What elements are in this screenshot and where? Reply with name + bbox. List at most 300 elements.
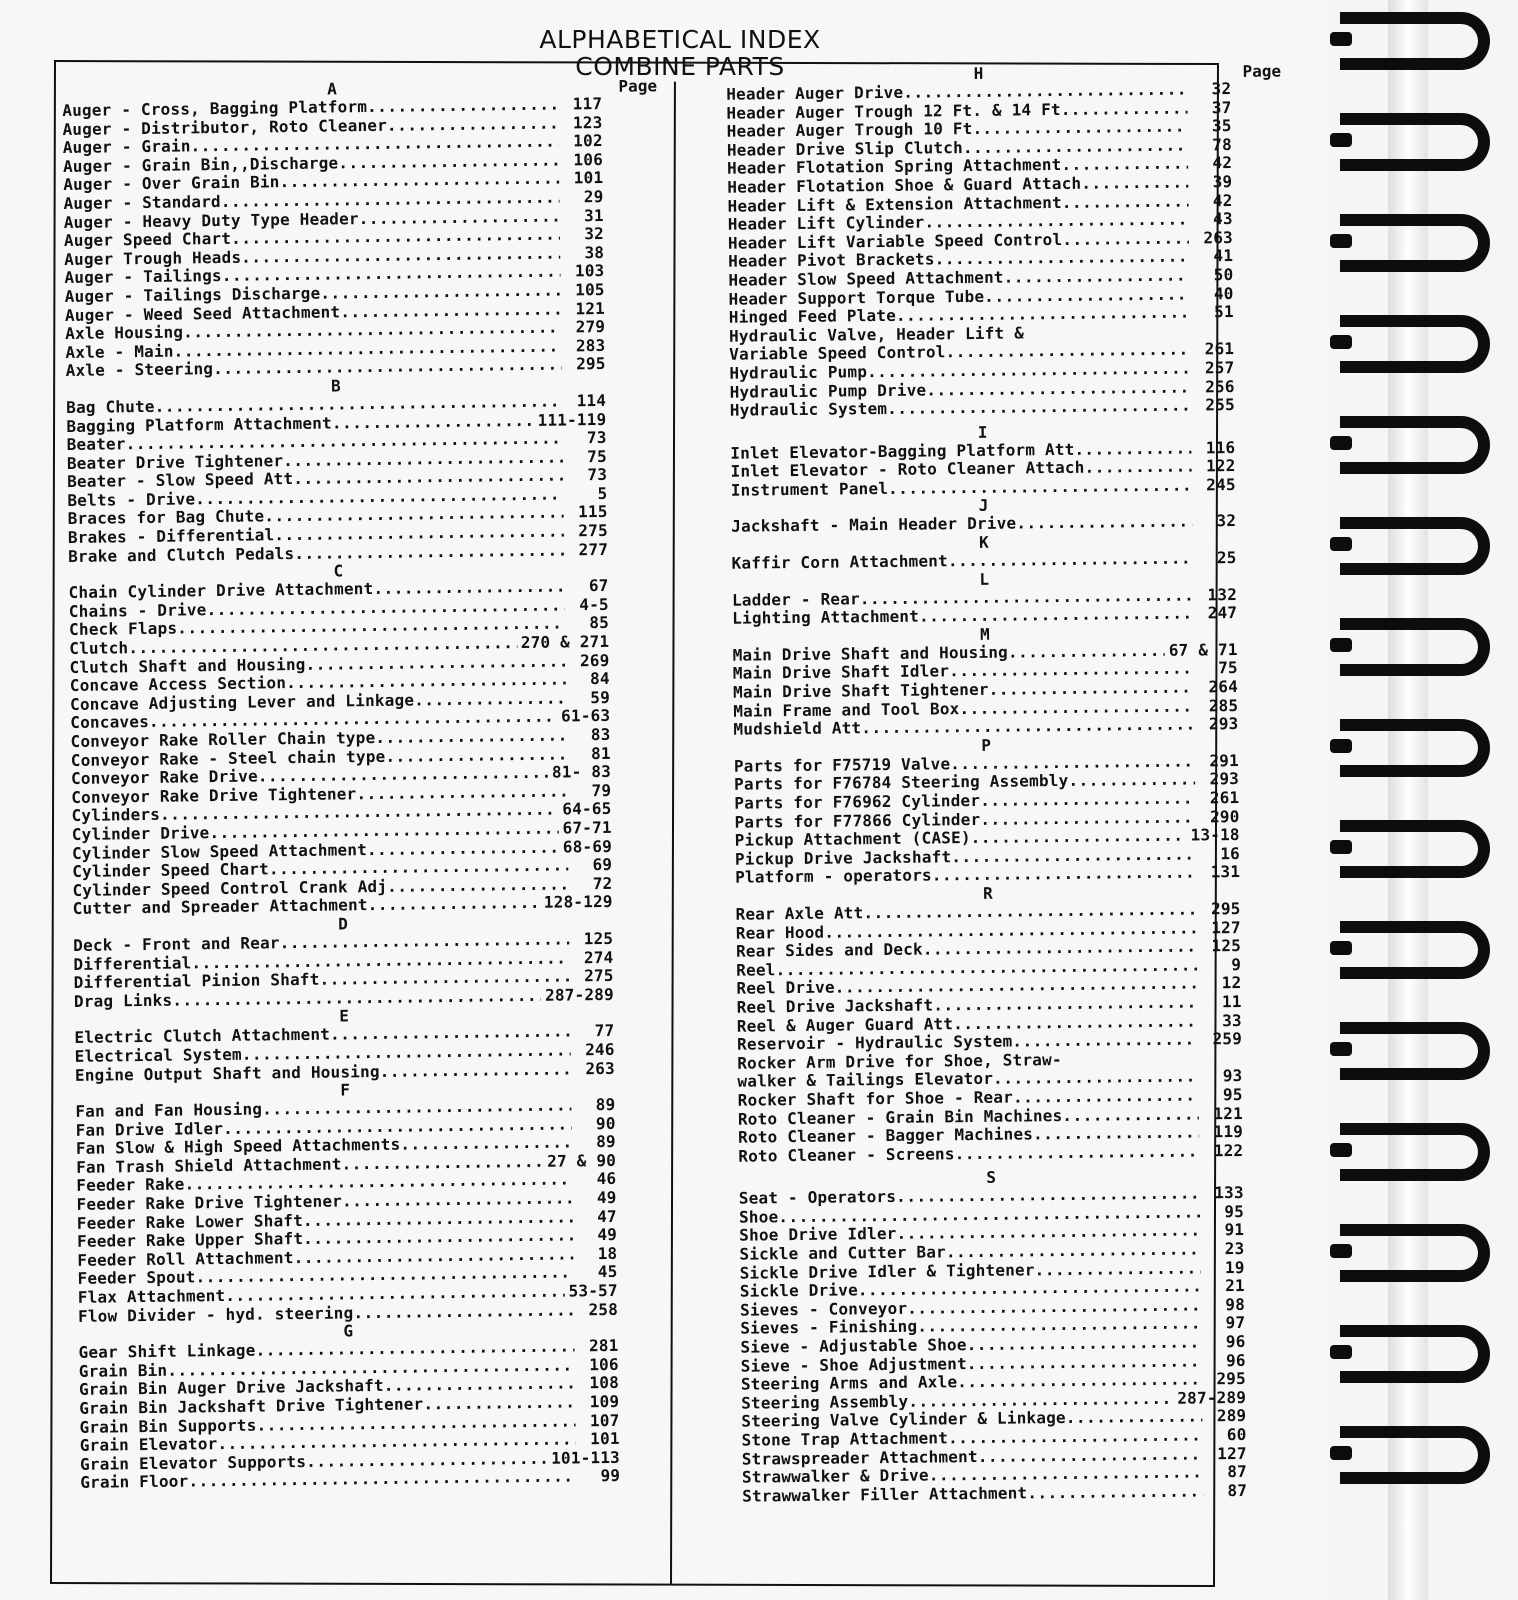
entry-page: 256 <box>1205 376 1235 396</box>
entry-name: Strawspreader Attachment <box>741 1446 978 1469</box>
entry-page: 101-113 <box>550 1447 621 1468</box>
entry-page: 45 <box>597 1262 618 1282</box>
entry-name: Beater Drive Tightener <box>66 450 284 473</box>
leader-dots <box>367 96 558 117</box>
entry-page: 263 <box>1203 227 1234 248</box>
entry-name: Auger - Weed Seed Attachment <box>64 301 341 325</box>
entry-name: Variable Speed Control <box>729 342 946 365</box>
entry-name: Axle Housing <box>65 322 184 344</box>
page-column-header: Page <box>618 76 658 96</box>
leader-dots <box>1013 1086 1199 1107</box>
entry-page: 106 <box>589 1354 619 1375</box>
entry-page: 246 <box>584 1039 615 1060</box>
entry-name: Feeder Spout <box>77 1267 196 1289</box>
entry-name: Feeder Rake <box>76 1174 185 1196</box>
entry-name: Auger - Tailings <box>64 266 222 288</box>
entry-name: Auger - Tailings Discharge <box>64 283 321 306</box>
entry-page: 79 <box>591 780 612 800</box>
entry-name: Header Support Torque Tube <box>728 286 985 309</box>
entry-page: 96 <box>1225 1350 1246 1370</box>
leader-dots <box>1024 322 1190 342</box>
entry-name: Lighting Attachment <box>732 606 920 628</box>
leader-dots <box>888 476 1192 498</box>
entry-name: Header Lift Variable Speed Control <box>727 229 1063 253</box>
entry-name: Sieve - Shoe Adjustment <box>740 1353 967 1376</box>
entry-page: 72 <box>592 873 613 893</box>
leader-dots <box>1004 266 1190 287</box>
binding-coil <box>1340 1224 1490 1282</box>
entry-name: Deck - Front and Rear <box>73 933 280 955</box>
index-entry <box>742 1482 1247 1506</box>
entry-name: Brake and Clutch Pedals <box>67 543 295 566</box>
entry-page: 114 <box>576 390 607 411</box>
entry-page: 109 <box>589 1391 620 1412</box>
entry-name: Sieves - Finishing <box>740 1317 918 1339</box>
entry-name: Beater <box>66 434 126 455</box>
leader-dots <box>1027 1482 1203 1503</box>
leader-dots <box>1081 173 1188 193</box>
entry-page: 283 <box>575 335 606 356</box>
entry-name: Hydraulic Pump Drive <box>729 380 927 402</box>
leader-dots <box>380 1060 571 1081</box>
entry-name: Chains - Drive <box>68 600 207 621</box>
index-subtitle: COMBINE PARTS <box>575 52 785 81</box>
entry-page: 245 <box>1206 474 1236 495</box>
entry-page: 41 <box>1213 246 1234 266</box>
section-letter: I <box>977 422 988 442</box>
binding-coil <box>1340 416 1490 474</box>
section-letter: R <box>982 883 993 903</box>
entry-page: 295 <box>576 354 606 374</box>
entry-page: 78 <box>1212 134 1232 155</box>
entry-page: 16 <box>1220 843 1241 863</box>
entry-name: Gear Shift Linkage <box>78 1340 256 1363</box>
section-letter: K <box>978 532 989 552</box>
entry-name: Hydraulic System <box>729 399 888 420</box>
entry-page: 21 <box>1225 1276 1245 1296</box>
entry-name: Steering Valve Cylinder & Linkage <box>741 1408 1066 1432</box>
entry-name: Roto Cleaner - Bagger Machines <box>738 1124 1034 1147</box>
entry-page <box>1198 1049 1242 1068</box>
entry-name: Feeder Rake Drive Tightener <box>76 1191 343 1214</box>
leader-dots <box>387 114 559 135</box>
leader-dots <box>887 397 1191 419</box>
entry-name: Reel & Auger Guard Att <box>736 1013 954 1036</box>
leader-dots <box>1062 192 1189 212</box>
binding-coil <box>1340 214 1490 272</box>
entry-page: 42 <box>1212 190 1233 210</box>
entry-page: 49 <box>596 1187 617 1208</box>
entry-page: 95 <box>1222 1084 1243 1105</box>
entry-page: 287-289 <box>544 984 615 1005</box>
section-letter: J <box>978 496 989 516</box>
entry-name: Grain Bin Supports <box>79 1415 257 1437</box>
entry-page: 18 <box>597 1243 618 1263</box>
entry-name: Drag Links <box>73 990 173 1011</box>
leader-dots <box>919 605 1193 627</box>
right-column <box>726 61 1282 1506</box>
leader-dots <box>353 1301 574 1322</box>
entry-page: 293 <box>1209 769 1240 789</box>
entry-name: Main Frame and Tool Box <box>733 698 960 721</box>
binding-coil <box>1340 1123 1490 1181</box>
entry-name: Concave Adjusting Lever and Linkage <box>69 690 415 714</box>
index-frame <box>50 60 1282 1587</box>
leader-dots <box>1012 1031 1198 1052</box>
section-letter: L <box>979 569 990 589</box>
entry-page: 289 <box>1216 1406 1247 1426</box>
entry-name: walker & Tailings Elevator <box>737 1069 994 1092</box>
entry-page: 43 <box>1212 209 1233 229</box>
entry-page: 42 <box>1212 153 1233 173</box>
entry-page: 107 <box>589 1410 620 1430</box>
entry-name: Rear Sides and Deck <box>735 939 923 961</box>
leader-dots <box>294 541 564 563</box>
entry-page: 261 <box>1209 787 1240 808</box>
entry-page: 291 <box>1209 750 1239 771</box>
entry-name: Cylinder Drive <box>71 823 210 844</box>
entry-name: Feeder Rake Lower Shaft <box>76 1210 304 1233</box>
entry-page: 290 <box>1209 806 1240 826</box>
entry-page: 103 <box>574 261 605 281</box>
leader-dots <box>932 864 1197 886</box>
leader-dots <box>955 1142 1200 1163</box>
entry-name: Strawwalker & Drive <box>741 1465 929 1487</box>
entry-page: 31 <box>583 205 604 225</box>
entry-name: Differential <box>73 952 192 974</box>
entry-name: Reel Drive <box>736 977 835 999</box>
entry-page: 93 <box>1222 1066 1243 1086</box>
entry-page: 259 <box>1212 1029 1243 1049</box>
entry-name: Differential Pinion Shaft <box>73 969 320 993</box>
entry-name: Braces for Bag Chute <box>67 506 265 529</box>
entry-page: 123 <box>572 112 603 132</box>
entry-name: Strawwalker Filler Attachment <box>742 1483 1028 1506</box>
entry-name: Rear Hood <box>735 922 825 943</box>
entry-name: Electric Clutch Attachment <box>74 1024 331 1048</box>
leader-dots <box>1084 458 1191 478</box>
entry-page: 23 <box>1224 1239 1245 1259</box>
entry-name: Electrical System <box>74 1044 242 1066</box>
entry-name: Steering Arms and Axle <box>740 1372 958 1394</box>
leader-dots <box>993 1068 1199 1089</box>
entry-name: Main Drive Shaft Tightener <box>732 679 989 702</box>
entry-name: Reel <box>736 960 776 980</box>
section-letter: M <box>979 624 990 644</box>
entry-name: Fan Slow & High Speed Attachments <box>75 1134 401 1159</box>
entry-page: 60 <box>1226 1424 1247 1445</box>
leader-dots <box>1016 513 1192 534</box>
entry-name: Auger - Over Grain Bin <box>63 172 280 195</box>
leader-dots <box>387 875 569 896</box>
entry-name: Belts - Drive <box>67 489 196 510</box>
entry-page: 102 <box>573 131 603 151</box>
entry-name: Header Slow Speed Attachment <box>728 267 1004 290</box>
entry-page: 101 <box>573 168 604 188</box>
entry-name: Header Lift Cylinder <box>727 212 925 234</box>
entry-page: 47 <box>597 1206 617 1226</box>
entry-page: 115 <box>577 502 608 522</box>
entry-page: 53-57 <box>568 1280 618 1301</box>
entry-page: 29 <box>583 186 604 207</box>
leader-dots <box>373 578 564 599</box>
entry-page: 117 <box>572 93 603 114</box>
entry-page <box>1190 322 1234 341</box>
entry-page: 128-129 <box>543 892 613 913</box>
entry-name: Clutch Shaft and Housing <box>69 654 306 677</box>
entry-page: 127 <box>1217 1443 1247 1463</box>
entry-name: Header Lift & Extension Attachment <box>727 192 1062 216</box>
entry-name: Auger - Cross, Bagging Platform <box>62 97 368 121</box>
entry-page: 32 <box>584 224 605 244</box>
entry-page: 38 <box>584 242 605 262</box>
entry-page: 12 <box>1221 973 1242 993</box>
entry-page: 91 <box>1224 1220 1245 1240</box>
entry-page: 89 <box>595 1094 616 1115</box>
entry-page: 264 <box>1208 677 1239 697</box>
entry-page: 293 <box>1208 714 1239 734</box>
entry-page: 99 <box>600 1466 621 1486</box>
entry-name: Auger - Grain Bin,,Discharge <box>62 153 339 176</box>
binding-coil <box>1340 820 1490 878</box>
entry-name: Fan Trash Shield Attachment <box>75 1154 342 1177</box>
binding-coil <box>1340 315 1490 373</box>
section-letter: E <box>339 1006 350 1026</box>
entry-name: Parts for F76784 Steering Assembly <box>734 771 1069 795</box>
section-letter: F <box>340 1080 351 1100</box>
entry-name: Flax Attachment <box>77 1286 226 1307</box>
entry-name: Sickle Drive Idler & Tightener <box>739 1259 1035 1283</box>
entry-name: Axle - Main <box>65 341 174 362</box>
leader-dots <box>984 285 1190 306</box>
entry-name: Auger - Standard <box>63 191 221 213</box>
entry-name: Seat - Operators <box>738 1187 897 1208</box>
entry-page: 9 <box>1231 954 1242 974</box>
binding-coil <box>1340 517 1490 575</box>
entry-page: 285 <box>1208 695 1239 715</box>
entry-page: 5 <box>597 483 608 503</box>
entry-name: Feeder Rake Upper Shaft <box>76 1229 304 1252</box>
entry-name: Rocker Shaft for Shoe - Rear <box>737 1087 1014 1110</box>
entry-name: Check Flaps <box>68 618 178 640</box>
entry-name: Main Drive Shaft and Housing <box>732 642 1009 665</box>
entry-page: 274 <box>583 947 614 967</box>
leader-dots <box>385 745 567 766</box>
entry-page: 90 <box>595 1113 616 1133</box>
column-divider <box>670 82 676 1584</box>
entry-name: Header Flotation Spring Attachment <box>727 155 1062 179</box>
leader-dots <box>375 726 566 747</box>
entry-name: Header Pivot Brackets <box>728 249 935 272</box>
entry-page: 11 <box>1221 991 1242 1012</box>
entry-page: 69 <box>592 855 613 875</box>
entry-name: Clutch <box>69 638 129 659</box>
entry-page: 67 & 71 <box>1168 639 1238 660</box>
entry-page: 39 <box>1212 171 1233 192</box>
entry-page: 263 <box>585 1058 615 1078</box>
leader-dots <box>414 689 566 710</box>
entry-page: 122 <box>1213 1140 1244 1160</box>
entry-name: Concave Access Section <box>69 673 287 696</box>
entry-name: Auger - Heavy Duty Type Header <box>63 208 359 232</box>
leader-dots <box>1062 1049 1199 1069</box>
entry-name: Sickle and Cutter Bar <box>739 1242 947 1264</box>
entry-page: 33 <box>1222 1010 1242 1030</box>
entry-name: Inlet Elevator - Roto Cleaner Attach <box>730 457 1085 482</box>
entry-name: Jackshaft - Main Header Drive <box>731 513 1017 537</box>
entry-page: 67 <box>588 576 609 596</box>
entry-name: Parts for F77866 Cylinder <box>734 809 981 832</box>
entry-name: Flow Divider - hyd. steering <box>77 1302 354 1326</box>
entry-name: Sickle Drive <box>739 1280 858 1301</box>
entry-page: 108 <box>589 1373 620 1393</box>
entry-page: 125 <box>583 928 614 949</box>
leader-dots <box>1035 1259 1201 1279</box>
entry-page: 119 <box>1213 1122 1244 1142</box>
entry-page: 287-289 <box>1177 1387 1247 1408</box>
entry-page: 255 <box>1205 395 1235 415</box>
entry-page: 98 <box>1225 1294 1246 1315</box>
entry-name: Shoe Drive Idler <box>739 1224 897 1246</box>
entry-name: Grain Elevator <box>79 1434 218 1456</box>
entry-name: Reservoir - Hydraulic System <box>736 1031 1013 1054</box>
entry-page: 68-69 <box>562 836 613 857</box>
entry-page: 4-5 <box>579 594 609 615</box>
leader-dots <box>1071 99 1188 119</box>
entry-page: 125 <box>1211 936 1242 956</box>
entry-name: Stone Trap Attachment <box>741 1428 949 1450</box>
entry-name: Hydraulic Valve, Header Lift & <box>728 323 1025 346</box>
entry-name: Roto Cleaner - Screens <box>738 1143 955 1166</box>
entry-page: 83 <box>590 724 611 745</box>
entry-name: Sieve - Adjustable Shoe <box>740 1335 967 1357</box>
entry-name: Grain Bin <box>78 1360 168 1381</box>
entry-name: Chain Cylinder Drive Attachment <box>68 579 374 603</box>
entry-name: Grain Elevator Supports <box>79 1451 307 1474</box>
entry-page: 133 <box>1214 1183 1244 1203</box>
section-letter: C <box>333 561 344 581</box>
leader-dots <box>1061 155 1188 175</box>
entry-page: 105 <box>575 279 605 300</box>
entry-page: 87 <box>1227 1462 1248 1482</box>
entry-page: 75 <box>587 446 607 466</box>
entry-page: 295 <box>1210 898 1241 919</box>
entry-name: Concaves <box>70 712 150 733</box>
index-title: ALPHABETICAL INDEX <box>539 25 821 54</box>
entry-page: 77 <box>594 1021 615 1041</box>
entry-page: 49 <box>597 1225 618 1245</box>
entry-page: 275 <box>584 966 614 986</box>
entry-page: 101 <box>590 1429 620 1449</box>
entry-page: 85 <box>589 613 610 633</box>
entry-page: 295 <box>1216 1369 1246 1389</box>
spiral-binding <box>1330 0 1518 1600</box>
entry-page: 25 <box>1216 548 1237 568</box>
entry-name: Platform - operators <box>735 865 932 888</box>
entry-page: 67-71 <box>562 817 612 838</box>
entry-page: 247 <box>1207 603 1238 623</box>
entry-name: Fan and Fan Housing <box>75 1099 263 1122</box>
entry-page: 73 <box>586 428 607 448</box>
entry-name: Hydraulic Pump <box>729 362 868 383</box>
section-letter: A <box>327 79 337 99</box>
entry-name: Brakes - Differential <box>67 525 275 548</box>
entry-page: 121 <box>1213 1103 1243 1123</box>
entry-name: Auger Trough Heads <box>64 247 242 269</box>
entry-name: Main Drive Shaft Idler <box>732 661 950 684</box>
entry-page: 95 <box>1224 1201 1245 1222</box>
entry-name: Rocker Arm Drive for Shoe, Straw- <box>737 1049 1062 1073</box>
leader-dots <box>368 894 540 915</box>
entry-page: 111-119 <box>537 409 607 430</box>
section-letter: G <box>343 1321 354 1341</box>
entry-name: Grain Bin Jackshaft Drive Tightener <box>79 1394 424 1418</box>
binding-coil <box>1340 1325 1490 1383</box>
leader-dots <box>861 716 1194 738</box>
entry-name: Header Drive Slip Clutch <box>726 137 964 160</box>
entry-page: 275 <box>578 520 608 541</box>
leader-dots <box>1033 1124 1199 1144</box>
entry-name: Axle - Steering <box>65 359 214 381</box>
leader-dots <box>963 136 1188 157</box>
entry-page: 81- 83 <box>551 762 612 782</box>
entry-page: 61-63 <box>560 706 611 726</box>
entry-name: Steering Assembly <box>741 1391 909 1413</box>
entry-name: Pickup Attachment (CASE) <box>734 828 971 850</box>
entry-name: Conveyor Rake Drive Tightener <box>71 784 357 807</box>
entry-name: Feeder Roll Attachment <box>77 1247 294 1270</box>
entry-page: 127 <box>1211 917 1241 937</box>
binding-coil <box>1340 1022 1490 1080</box>
leader-dots <box>1068 771 1195 791</box>
binding-coil <box>1340 1426 1490 1484</box>
entry-page: 277 <box>578 539 609 559</box>
entry-name: Engine Output Shaft and Housing <box>74 1061 380 1085</box>
left-column <box>62 76 658 1493</box>
entry-name: Cylinders <box>71 805 161 826</box>
section-letter: H <box>973 63 984 83</box>
page-column-header: Page <box>1242 61 1282 81</box>
entry-page: 51 <box>1214 302 1234 322</box>
entry-page: 116 <box>1205 437 1236 458</box>
entry-name: Reel Drive Jackshaft <box>736 995 934 1017</box>
entry-page: 132 <box>1207 584 1238 604</box>
entry-page: 97 <box>1225 1313 1246 1333</box>
entry-name: Fan Drive Idler <box>75 1118 224 1140</box>
leader-dots <box>1084 439 1191 459</box>
entry-name: Parts for F75719 Valve <box>733 754 951 776</box>
leader-dots <box>980 789 1195 810</box>
entry-name: Kaffir Corn Attachment <box>731 551 949 573</box>
entry-page: 32 <box>1211 79 1232 99</box>
entry-name: Conveyor Rake - Steel chain type <box>70 746 386 770</box>
entry-name: Sieves - Conveyor <box>739 1298 908 1320</box>
entry-name: Pickup Drive Jackshaft <box>734 847 952 869</box>
entry-name: Rear Axle Att <box>735 903 864 924</box>
entry-page: 64-65 <box>562 799 612 819</box>
entry-page: 75 <box>1218 658 1238 678</box>
leader-dots <box>1062 1105 1199 1125</box>
entry-name: Auger - Distributor, Roto Cleaner <box>62 115 388 139</box>
entry-name: Shoe <box>738 1207 779 1227</box>
entry-name: Parts for F76962 Cylinder <box>734 790 981 813</box>
entry-page: 279 <box>575 317 606 337</box>
leader-dots <box>367 838 559 859</box>
entry-page: 13-18 <box>1190 825 1240 845</box>
entry-page: 73 <box>587 465 608 485</box>
binding-coil <box>1340 12 1490 70</box>
section-letter: S <box>986 1168 997 1188</box>
